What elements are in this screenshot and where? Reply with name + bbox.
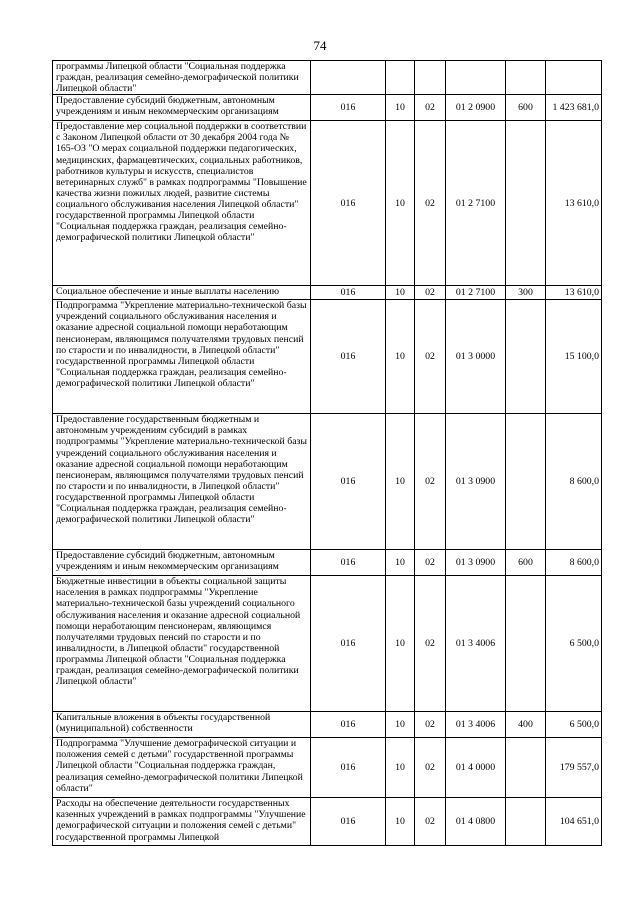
section-code-cell: 10 bbox=[386, 550, 415, 576]
table-row bbox=[53, 798, 602, 846]
ministry-code-cell: 016 bbox=[311, 121, 386, 286]
expense-type-cell bbox=[506, 300, 546, 414]
row-name-cell: Предоставление субсидий бюджетным, автономным учреждениям и иным некоммерческим организациям bbox=[53, 95, 311, 121]
table-row bbox=[53, 286, 602, 300]
ministry-code-cell: 016 bbox=[311, 414, 386, 550]
amount-cell: 13 610,0 bbox=[546, 121, 602, 286]
section-code-cell: 10 bbox=[386, 286, 415, 300]
row-name-cell: Предоставление мер социальной поддержки в соответствии с Законом Липецкой области от 30 декабря 2004 года № 165-ОЗ "О мерах социальной поддержки педагогических, медицинских, фармацевтических, социальных работников, работников культуры и искусств, специалистов ветеринарных служб" в рамках подпрограммы "Повышение качества жизни пожилых людей, развитие системы социального обслуживания населения Липецкой области" государственной программы Липецкой области "Социальная поддержка граждан, реализация семейно-демографической политики Липецкой области" bbox=[53, 121, 311, 286]
table-row bbox=[53, 61, 602, 95]
subsection-code-cell: 02 bbox=[415, 576, 446, 712]
target-article-cell: 01 3 0000 bbox=[446, 300, 506, 414]
target-article-cell: 01 2 7100 bbox=[446, 286, 506, 300]
target-article-cell bbox=[446, 61, 506, 95]
subsection-code-cell: 02 bbox=[415, 738, 446, 798]
expense-type-cell bbox=[506, 121, 546, 286]
row-name-cell: Предоставление субсидий бюджетным, автономным учреждениям и иным некоммерческим организациям bbox=[53, 550, 311, 576]
target-article-cell: 01 4 0800 bbox=[446, 798, 506, 846]
ministry-code-cell: 016 bbox=[311, 300, 386, 414]
section-code-cell bbox=[386, 61, 415, 95]
subsection-code-cell: 02 bbox=[415, 95, 446, 121]
ministry-code-cell: 016 bbox=[311, 95, 386, 121]
table-row bbox=[53, 712, 602, 738]
subsection-code-cell: 02 bbox=[415, 550, 446, 576]
expense-type-cell: 300 bbox=[506, 286, 546, 300]
section-code-cell: 10 bbox=[386, 121, 415, 286]
amount-cell: 13 610,0 bbox=[546, 286, 602, 300]
ministry-code-cell bbox=[311, 61, 386, 95]
row-name-cell: Бюджетные инвестиции в объекты социальной защиты населения в рамках подпрограммы "Укрепление материально-технической базы учреждений социального обслуживания населения и оказание адресной социальной помощи неработающим пенсионерам, являющимся получателями трудовых пенсий по старости и по инвалидности, в Липецкой области" государственной программы Липецкой области "Социальная поддержка граждан, реализация семейно-демографической политики Липецкой области" bbox=[53, 576, 311, 712]
section-code-cell: 10 bbox=[386, 712, 415, 738]
ministry-code-cell: 016 bbox=[311, 286, 386, 300]
target-article-cell: 01 3 4006 bbox=[446, 576, 506, 712]
subsection-code-cell: 02 bbox=[415, 798, 446, 846]
ministry-code-cell: 016 bbox=[311, 798, 386, 846]
page-number: 74 bbox=[313, 38, 327, 53]
section-code-cell: 10 bbox=[386, 798, 415, 846]
subsection-code-cell: 02 bbox=[415, 300, 446, 414]
section-code-cell: 10 bbox=[386, 300, 415, 414]
row-name-cell: Подпрограмма "Укрепление материально-технической базы учреждений социального обслуживания населения и оказание адресной социальной помощи неработающим пенсионерам, являющимся получателями трудовых пенсий по старости и по инвалидности, в Липецкой области" государственной программы Липецкой области "Социальная поддержка граждан, реализация семейно-демографической политики Липецкой области" bbox=[53, 300, 311, 414]
row-name-cell: Подпрограмма "Улучшение демографической ситуации и положения семей с детьми" государственной программы Липецкой области "Социальная поддержка граждан, реализация семейно-демографической политики Липецкой области" bbox=[53, 738, 311, 798]
amount-cell: 104 651,0 bbox=[546, 798, 602, 846]
expense-type-cell bbox=[506, 798, 546, 846]
table-row bbox=[53, 576, 602, 712]
subsection-code-cell: 02 bbox=[415, 712, 446, 738]
table-row bbox=[53, 121, 602, 286]
expense-type-cell bbox=[506, 738, 546, 798]
amount-cell: 6 500,0 bbox=[546, 712, 602, 738]
amount-cell: 15 100,0 bbox=[546, 300, 602, 414]
target-article-cell: 01 3 0900 bbox=[446, 550, 506, 576]
amount-cell: 6 500,0 bbox=[546, 576, 602, 712]
subsection-code-cell: 02 bbox=[415, 286, 446, 300]
ministry-code-cell: 016 bbox=[311, 712, 386, 738]
row-name-cell: программы Липецкой области "Социальная поддержка граждан, реализация семейно-демографической политики Липецкой области" bbox=[53, 61, 311, 95]
amount-cell: 8 600,0 bbox=[546, 550, 602, 576]
amount-cell: 1 423 681,0 bbox=[546, 95, 602, 121]
table-row bbox=[53, 95, 602, 121]
target-article-cell: 01 3 0900 bbox=[446, 414, 506, 550]
ministry-code-cell: 016 bbox=[311, 550, 386, 576]
expense-type-cell: 600 bbox=[506, 95, 546, 121]
section-code-cell: 10 bbox=[386, 95, 415, 121]
target-article-cell: 01 2 7100 bbox=[446, 121, 506, 286]
ministry-code-cell: 016 bbox=[311, 576, 386, 712]
section-code-cell: 10 bbox=[386, 576, 415, 712]
section-code-cell: 10 bbox=[386, 414, 415, 550]
row-name-cell: Предоставление государственным бюджетным и автономным учреждениям субсидий в рамках подпрограммы "Укрепление материально-технической базы учреждений социального обслуживания населения и оказание адресной социальной помощи неработающим пенсионерам, являющимся получателями трудовых пенсий по старости и по инвалидности, в Липецкой области" государственной программы Липецкой области "Социальная поддержка граждан, реализация семейно-демографической политики Липецкой области" bbox=[53, 414, 311, 550]
expense-type-cell: 400 bbox=[506, 712, 546, 738]
table-row bbox=[53, 738, 602, 798]
target-article-cell: 01 4 0000 bbox=[446, 738, 506, 798]
amount-cell bbox=[546, 61, 602, 95]
row-name-cell: Капитальные вложения в объекты государственной (муниципальной) собственности bbox=[53, 712, 311, 738]
ministry-code-cell: 016 bbox=[311, 738, 386, 798]
subsection-code-cell: 02 bbox=[415, 121, 446, 286]
amount-cell: 179 557,0 bbox=[546, 738, 602, 798]
target-article-cell: 01 2 0900 bbox=[446, 95, 506, 121]
row-name-cell: Расходы на обеспечение деятельности государственных казенных учреждений в рамках подпрограммы "Улучшение демографической ситуации и положения семей с детьми" государственной программы Липецкой bbox=[53, 798, 311, 846]
amount-cell: 8 600,0 bbox=[546, 414, 602, 550]
expense-type-cell bbox=[506, 61, 546, 95]
table-row bbox=[53, 550, 602, 576]
expense-type-cell bbox=[506, 576, 546, 712]
budget-table bbox=[52, 60, 602, 846]
table-row bbox=[53, 414, 602, 550]
expense-type-cell: 600 bbox=[506, 550, 546, 576]
subsection-code-cell bbox=[415, 61, 446, 95]
subsection-code-cell: 02 bbox=[415, 414, 446, 550]
target-article-cell: 01 3 4006 bbox=[446, 712, 506, 738]
row-name-cell: Социальное обеспечение и иные выплаты населению bbox=[53, 286, 311, 300]
expense-type-cell bbox=[506, 414, 546, 550]
table-row bbox=[53, 300, 602, 414]
section-code-cell: 10 bbox=[386, 738, 415, 798]
